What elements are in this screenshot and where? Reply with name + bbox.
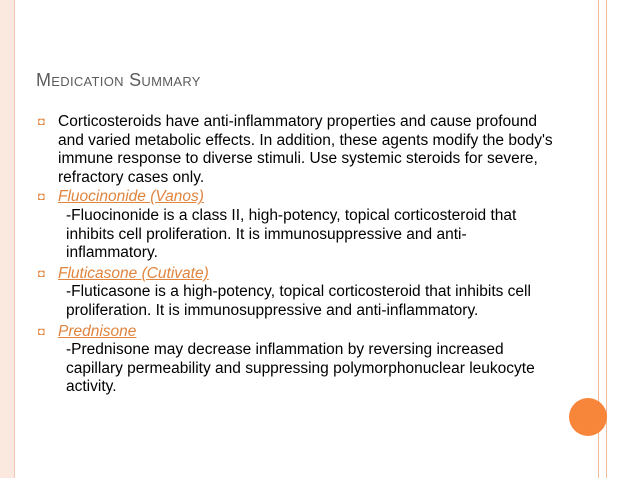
fluocinonide-link[interactable]: Fluocinonide (Vanos) bbox=[58, 188, 204, 206]
bullet-item-corticosteroids bbox=[36, 113, 556, 187]
fluticasone-link[interactable]: Fluticasone (Cutivate) bbox=[58, 264, 209, 282]
fluticasone-description bbox=[36, 283, 556, 320]
bullet-icon: ◘ bbox=[38, 267, 45, 280]
slide-content bbox=[36, 113, 556, 397]
prednisone-link[interactable]: Prednisone bbox=[58, 322, 137, 340]
orange-circle-decoration bbox=[569, 398, 607, 436]
bullet-text: Corticosteroids have anti-inflammatory properties and cause profound and varied metabolic effects. In addition, these agents modify the body's immune response to diverse stimuli. Use systemic steroids for severe, refractory cases only. bbox=[58, 113, 553, 186]
bullet-item-prednisone bbox=[36, 323, 556, 342]
prednisone-description bbox=[36, 341, 556, 397]
slide-title: Medication Summary bbox=[36, 70, 201, 90]
description-text: -Fluocinonide is a class II, high-potency, topical corticosteroid that inhibits cell proliferation. It is immunosuppressive and anti-inflammatory. bbox=[66, 206, 517, 262]
right-decorative-rule-inner bbox=[606, 0, 607, 478]
left-decorative-band bbox=[0, 0, 15, 478]
description-text: -Fluticasone is a high-potency, topical corticosteroid that inhibits cell proliferation. It is immunosuppressive and anti-inflammatory. bbox=[66, 283, 531, 319]
bullet-item-fluocinonide bbox=[36, 188, 556, 207]
bullet-icon: ◘ bbox=[38, 325, 45, 338]
bullet-icon: ◘ bbox=[38, 191, 45, 204]
bullet-item-fluticasone bbox=[36, 265, 556, 284]
fluocinonide-description bbox=[36, 207, 556, 263]
description-text: -Prednisone may decrease inflammation by reversing increased capillary permeability and suppressing polymorphonuclear leukocyte activity. bbox=[66, 341, 535, 396]
bullet-icon: ◘ bbox=[38, 116, 45, 128]
